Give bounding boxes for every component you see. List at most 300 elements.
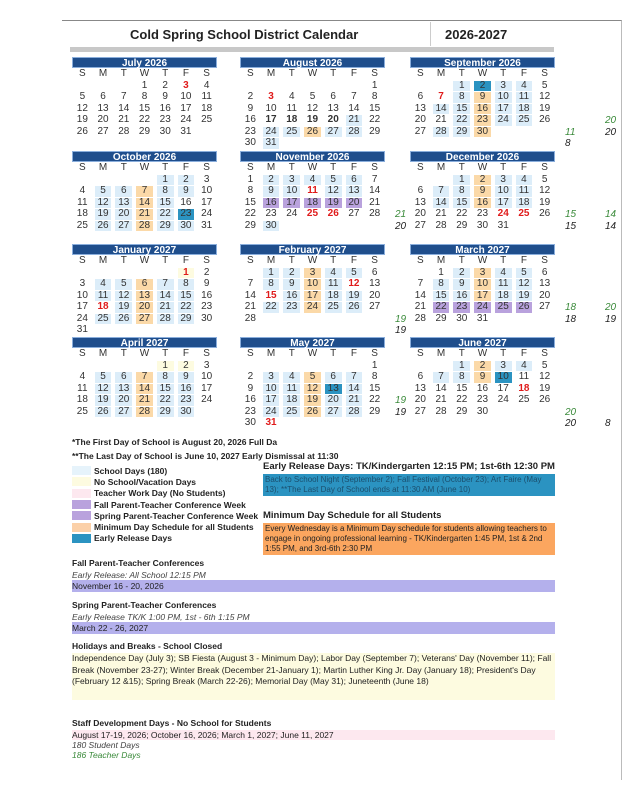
- weekday-label: S: [203, 68, 210, 79]
- day-cell: 30: [476, 405, 489, 417]
- day-cell: 20: [369, 289, 381, 301]
- day-cell: 21: [118, 114, 130, 125]
- month-2: [410, 57, 555, 137]
- day-cell: 16: [263, 198, 280, 209]
- month-6: [72, 244, 217, 336]
- day-cell: 24: [474, 302, 491, 313]
- day-cell: 18: [518, 382, 530, 394]
- day-cell: 24: [286, 208, 298, 219]
- day-cell: 27: [325, 127, 342, 138]
- day-cell: 28: [369, 208, 381, 219]
- day-cell: 7: [351, 91, 357, 102]
- day-cell: 13: [346, 186, 363, 197]
- teacher-day-count: 20: [565, 418, 577, 429]
- day-cell: 9: [247, 102, 254, 114]
- day-cell: 30: [201, 312, 213, 324]
- day-cell: 22: [369, 394, 381, 405]
- day-cell: 16: [244, 394, 256, 405]
- day-cell: 11: [307, 185, 318, 196]
- day-cell: 26: [304, 127, 321, 138]
- month-4: [240, 151, 385, 231]
- day-cell: 11: [518, 371, 530, 382]
- first-day-note: *The First Day of School is August 20, 2026 Full Da: [72, 437, 278, 447]
- legend-swatch: [72, 523, 91, 532]
- day-cell: 4: [203, 79, 210, 91]
- day-cell: 6: [330, 91, 336, 102]
- weekday-label: S: [417, 348, 424, 359]
- day-cell: 24: [497, 208, 509, 219]
- spring-conf-dates: March 22 - 26, 2027: [72, 622, 555, 634]
- day-cell: 22: [453, 115, 470, 126]
- day-cell: 4: [79, 371, 86, 382]
- day-cell: 11: [201, 91, 212, 102]
- day-cell: 10: [495, 372, 512, 383]
- day-cell: 28: [435, 405, 447, 417]
- day-cell: 3: [203, 359, 210, 371]
- day-cell: 16: [244, 114, 256, 125]
- weekday-label: T: [120, 348, 127, 359]
- day-cell: 19: [539, 382, 551, 394]
- weekday-label: M: [266, 68, 276, 79]
- weekday-label: W: [477, 255, 488, 266]
- day-cell: 21: [157, 302, 174, 313]
- day-cell: 28: [244, 312, 256, 324]
- day-cell: 23: [201, 301, 213, 312]
- day-cell: 14: [346, 384, 363, 395]
- day-cell: 1: [178, 268, 195, 279]
- empty-cell: [115, 268, 132, 279]
- day-cell: 5: [516, 268, 533, 279]
- legend-swatch: [72, 477, 91, 486]
- empty-cell: [263, 361, 280, 372]
- day-cell: 15: [138, 102, 151, 114]
- day-cell: 4: [516, 81, 533, 92]
- weekday-label: S: [371, 68, 378, 79]
- day-cell: 24: [304, 302, 321, 313]
- day-cell: 31: [263, 138, 280, 149]
- weekday-label: S: [541, 255, 548, 266]
- day-cell: 1: [453, 361, 470, 372]
- day-cell: 4: [283, 372, 300, 383]
- month-11: [410, 337, 555, 417]
- day-cell: 15: [369, 102, 381, 114]
- legend-label: Fall Parent-Teacher Conference Week: [94, 499, 246, 510]
- day-cell: 5: [541, 359, 548, 371]
- day-cell: 2: [162, 79, 168, 91]
- day-cell: 14: [414, 289, 426, 301]
- day-cell: 17: [495, 198, 512, 209]
- weekday-label: W: [307, 348, 318, 359]
- weekday-label: T: [120, 255, 127, 266]
- day-cell: 19: [76, 114, 88, 125]
- day-cell: 7: [247, 278, 254, 289]
- day-cell: 22: [263, 302, 280, 313]
- day-cell: 10: [201, 185, 213, 196]
- empty-cell: [325, 81, 342, 92]
- day-cell: 8: [157, 186, 174, 197]
- day-cell: 16: [201, 289, 213, 301]
- empty-cell: [412, 361, 429, 372]
- day-cell: 8: [433, 279, 450, 290]
- day-cell: 21: [136, 209, 153, 220]
- day-cell: 25: [76, 405, 88, 417]
- fall-conferences: [72, 558, 555, 592]
- day-cell: 1: [371, 79, 378, 91]
- day-cell: 15: [456, 382, 468, 394]
- day-cell: 2: [474, 81, 491, 92]
- day-cell: 26: [76, 125, 88, 137]
- day-cell: 27: [414, 405, 426, 417]
- day-cell: 23: [265, 208, 277, 219]
- day-cell: 24: [497, 394, 509, 405]
- empty-cell: [433, 175, 450, 186]
- day-cell: 17: [283, 198, 300, 209]
- weekday-label: M: [98, 255, 108, 266]
- day-cell: 2: [178, 361, 195, 372]
- day-cell: 18: [325, 291, 342, 302]
- legend-label: Spring Parent-Teacher Conference Week: [94, 510, 259, 521]
- month-7: [240, 244, 385, 324]
- day-cell: 20: [414, 208, 426, 219]
- day-cell: 16: [159, 102, 171, 114]
- weekday-label: S: [541, 162, 548, 173]
- day-cell: 29: [435, 312, 447, 324]
- weekday-label: S: [541, 348, 548, 359]
- weekday-label: T: [162, 68, 169, 79]
- day-cell: 16: [474, 198, 491, 209]
- spring-conferences: [72, 600, 555, 634]
- day-cell: 1: [263, 268, 280, 279]
- weekday-label: W: [477, 162, 488, 173]
- teacher-day-count: 8: [605, 418, 611, 429]
- day-cell: 15: [157, 198, 174, 209]
- day-cell: 1: [453, 81, 470, 92]
- teacher-day-count: 15: [565, 220, 577, 232]
- day-cell: 9: [178, 372, 195, 383]
- empty-cell: [325, 361, 342, 372]
- empty-cell: [412, 268, 429, 279]
- day-cell: 15: [453, 104, 470, 115]
- day-cell: 17: [201, 382, 213, 394]
- day-cell: 18: [516, 104, 533, 115]
- empty-cell: [283, 81, 300, 92]
- weekday-label: S: [79, 255, 86, 266]
- day-cell: 25: [325, 302, 342, 313]
- holidays-section: [72, 641, 555, 700]
- weekday-label: S: [247, 255, 254, 266]
- day-cell: 6: [346, 175, 363, 186]
- day-cell: 25: [283, 127, 300, 138]
- day-cell: 5: [541, 79, 548, 91]
- day-cell: 10: [201, 371, 213, 382]
- weekday-label: M: [436, 162, 446, 173]
- fall-conf-heading: Fall Parent-Teacher Conferences: [72, 558, 205, 568]
- student-day-count: 21: [395, 209, 407, 220]
- student-day-count: 20: [605, 115, 617, 126]
- weekday-label: T: [500, 348, 507, 359]
- empty-cell: [74, 268, 91, 279]
- day-cell: 23: [178, 209, 195, 220]
- day-cell: 11: [516, 92, 533, 103]
- day-cell: 14: [136, 198, 153, 209]
- month-3: [72, 151, 217, 231]
- teacher-day-count: 8: [565, 138, 571, 149]
- day-cell: 27: [369, 301, 381, 312]
- day-cell: 6: [115, 372, 132, 383]
- day-cell: 14: [433, 104, 450, 115]
- day-cell: 8: [178, 279, 195, 290]
- weekday-label: F: [182, 255, 189, 266]
- day-cell: 20: [325, 395, 342, 406]
- weekday-label: T: [288, 348, 295, 359]
- weekday-label: S: [417, 162, 424, 173]
- day-cell: 11: [77, 382, 88, 394]
- day-cell: 3: [79, 278, 86, 289]
- day-cell: 10: [263, 384, 280, 395]
- day-cell: 17: [497, 382, 509, 394]
- day-cell: 21: [244, 301, 256, 312]
- day-cell: 14: [369, 185, 381, 196]
- student-day-count: 20: [605, 302, 617, 313]
- day-cell: 3: [283, 175, 300, 186]
- day-cell: 11: [77, 196, 88, 208]
- fall-conf-sub: Early Release: All School 12:15 PM: [72, 570, 206, 580]
- day-cell: 20: [115, 209, 132, 220]
- day-cell: 31: [497, 219, 509, 231]
- day-cell: 29: [157, 407, 174, 418]
- day-cell: 7: [433, 372, 450, 383]
- day-cell: 1: [157, 175, 174, 186]
- day-cell: 9: [162, 91, 168, 102]
- day-cell: 13: [115, 384, 132, 395]
- day-cell: 27: [539, 301, 551, 312]
- student-day-count: 20: [565, 406, 577, 418]
- student-day-count: 15: [565, 209, 577, 220]
- day-cell: 11: [495, 279, 512, 290]
- day-cell: 20: [136, 302, 153, 313]
- weekday-label: T: [458, 348, 465, 359]
- holidays-text: Independence Day (July 3); SB Fiesta (August 3 - Minimum Day); Labor Day (September 7); Veterans' Day (November 11); Fall Break (November 23-27); Winter Break (December 21-January 1); Martin Luther King Jr. Day (January 18); President's Day (February 12 &15); Spring Break (March 22-26); Memorial Day (May 31); Juneteenth (June 18): [72, 653, 555, 700]
- early-release-section: [263, 461, 555, 555]
- day-cell: 20: [414, 394, 426, 405]
- day-cell: 7: [417, 278, 424, 289]
- teacher-day-count: 19: [395, 406, 407, 418]
- day-cell: 20: [97, 114, 109, 125]
- day-cell: 22: [456, 208, 468, 219]
- day-cell: 1: [453, 175, 470, 186]
- day-cell: 2: [178, 175, 195, 186]
- day-cell: 9: [474, 372, 491, 383]
- day-cell: 11: [283, 384, 300, 395]
- day-cell: 10: [283, 186, 300, 197]
- day-cell: 24: [263, 127, 280, 138]
- day-cell: 2: [263, 175, 280, 186]
- day-cell: 17: [180, 102, 192, 114]
- day-cell: 25: [76, 219, 88, 231]
- day-cell: 14: [348, 102, 360, 114]
- day-cell: 13: [414, 196, 426, 208]
- day-cell: 29: [157, 221, 174, 232]
- day-cell: 5: [79, 91, 86, 102]
- day-cell: 13: [115, 198, 132, 209]
- day-cell: 22: [157, 209, 174, 220]
- weekday-label: S: [247, 162, 254, 173]
- day-cell: 7: [136, 372, 153, 383]
- early-release-heading: Early Release Days: TK/Kindergarten 12:15 PM; 1st-6th 12:30 PM: [263, 461, 555, 472]
- student-days: 180 Student Days: [72, 740, 140, 750]
- day-cell: 17: [265, 114, 277, 125]
- empty-cell: [74, 361, 91, 372]
- day-cell: 10: [304, 279, 321, 290]
- weekday-label: S: [417, 255, 424, 266]
- student-day-count: 14: [605, 209, 617, 220]
- month-title: December 2026: [410, 151, 555, 162]
- day-cell: 13: [325, 384, 342, 395]
- weekday-label: T: [458, 255, 465, 266]
- day-cell: 20: [346, 198, 363, 209]
- day-cell: 17: [263, 395, 280, 406]
- day-cell: 6: [136, 279, 153, 290]
- day-cell: 27: [325, 407, 342, 418]
- day-cell: 5: [541, 173, 548, 185]
- day-cell: 15: [265, 289, 277, 301]
- weekday-label: T: [330, 348, 337, 359]
- empty-cell: [242, 268, 259, 279]
- empty-cell: [242, 81, 259, 92]
- day-cell: 28: [346, 127, 363, 138]
- month-5: [410, 151, 555, 231]
- day-cell: 25: [518, 208, 530, 219]
- day-cell: 29: [456, 219, 468, 231]
- day-cell: 1: [371, 359, 378, 371]
- day-cell: 21: [435, 114, 447, 125]
- day-cell: 4: [289, 91, 295, 102]
- weekday-label: S: [371, 255, 378, 266]
- day-cell: 20: [115, 395, 132, 406]
- staff-dates: August 17-19, 2026; October 16, 2026; March 1, 2027; June 11, 2027: [72, 730, 555, 740]
- empty-cell: [412, 175, 429, 186]
- day-cell: 21: [136, 395, 153, 406]
- day-cell: 27: [97, 125, 109, 137]
- weekday-label: M: [266, 162, 276, 173]
- day-cell: 19: [539, 196, 551, 208]
- day-cell: 4: [325, 268, 342, 279]
- day-cell: 16: [474, 104, 491, 115]
- legend-label: Minimum Day Schedule for all Students: [94, 522, 254, 533]
- day-cell: 2: [474, 175, 491, 186]
- day-cell: 7: [371, 173, 378, 185]
- day-cell: 8: [157, 372, 174, 383]
- weekday-label: S: [79, 162, 86, 173]
- weekday-label: M: [98, 162, 108, 173]
- month-title: June 2027: [410, 337, 555, 348]
- day-cell: 25: [516, 115, 533, 126]
- weekday-label: M: [98, 348, 108, 359]
- day-cell: 18: [286, 114, 298, 125]
- empty-cell: [346, 81, 363, 92]
- weekday-label: M: [436, 68, 446, 79]
- day-cell: 18: [76, 208, 88, 219]
- day-cell: 6: [325, 372, 342, 383]
- day-cell: 12: [115, 291, 132, 302]
- divider: [430, 22, 431, 46]
- day-cell: 8: [263, 279, 280, 290]
- day-cell: 13: [97, 102, 109, 114]
- weekday-label: S: [417, 68, 424, 79]
- student-day-count: 11: [565, 126, 576, 138]
- day-cell: 15: [369, 382, 381, 394]
- day-cell: 18: [201, 102, 213, 114]
- weekday-label: S: [203, 255, 210, 266]
- day-cell: 22: [138, 114, 151, 125]
- day-cell: 19: [539, 102, 551, 114]
- day-cell: 21: [414, 301, 426, 312]
- empty-cell: [136, 361, 153, 372]
- day-cell: 5: [309, 91, 316, 102]
- day-cell: 22: [456, 394, 468, 405]
- day-cell: 2: [283, 268, 300, 279]
- day-cell: 25: [95, 314, 112, 325]
- day-cell: 4: [516, 361, 533, 372]
- day-cell: 26: [304, 407, 321, 418]
- legend-label: No School/Vacation Days: [94, 476, 197, 487]
- day-cell: 25: [306, 208, 319, 219]
- student-day-count: 19: [395, 313, 407, 325]
- day-cell: 5: [115, 279, 132, 290]
- day-cell: 31: [201, 219, 213, 231]
- day-cell: 29: [456, 405, 468, 417]
- weekday-label: T: [500, 162, 507, 173]
- day-cell: 19: [325, 198, 342, 209]
- weekday-label: S: [203, 162, 210, 173]
- day-cell: 14: [118, 102, 130, 114]
- day-cell: 9: [263, 186, 280, 197]
- month-title: February 2027: [240, 244, 385, 255]
- month-title: September 2026: [410, 57, 555, 68]
- day-cell: 8: [247, 185, 254, 196]
- day-cell: 27: [414, 125, 426, 137]
- day-cell: 2: [247, 371, 254, 382]
- empty-cell: [115, 81, 132, 92]
- month-title: July 2026: [72, 57, 217, 68]
- page-title: Cold Spring School District Calendar: [130, 27, 359, 42]
- day-cell: 26: [115, 314, 132, 325]
- fall-conf-dates: November 16 - 20, 2026: [72, 580, 555, 592]
- day-cell: 18: [516, 198, 533, 209]
- weekday-label: S: [79, 348, 86, 359]
- weekday-label: T: [330, 68, 337, 79]
- day-cell: 8: [453, 186, 470, 197]
- weekday-label: T: [500, 255, 507, 266]
- weekday-label: S: [371, 162, 378, 173]
- day-cell: 28: [433, 127, 450, 138]
- day-cell: 27: [115, 407, 132, 418]
- day-cell: 9: [283, 279, 300, 290]
- empty-cell: [95, 361, 112, 372]
- day-cell: 24: [263, 407, 280, 418]
- legend-label: Early Release Days: [94, 533, 172, 544]
- weekday-label: M: [266, 255, 276, 266]
- last-day-note: **The Last Day of School is June 10, 2027 Early Dismissal at 11:30: [72, 451, 339, 461]
- day-cell: 27: [348, 208, 360, 219]
- day-cell: 28: [435, 219, 447, 231]
- day-cell: 10: [474, 279, 491, 290]
- weekday-label: F: [520, 348, 527, 359]
- day-cell: 21: [435, 208, 447, 219]
- early-release-text: Back to School Night (September 2); Fall Festival (October 23); Art Faire (May 13); **The Last Day of School ends at 11:30 AM (June 10): [263, 474, 555, 496]
- weekday-label: T: [458, 162, 465, 173]
- day-cell: 15: [178, 291, 195, 302]
